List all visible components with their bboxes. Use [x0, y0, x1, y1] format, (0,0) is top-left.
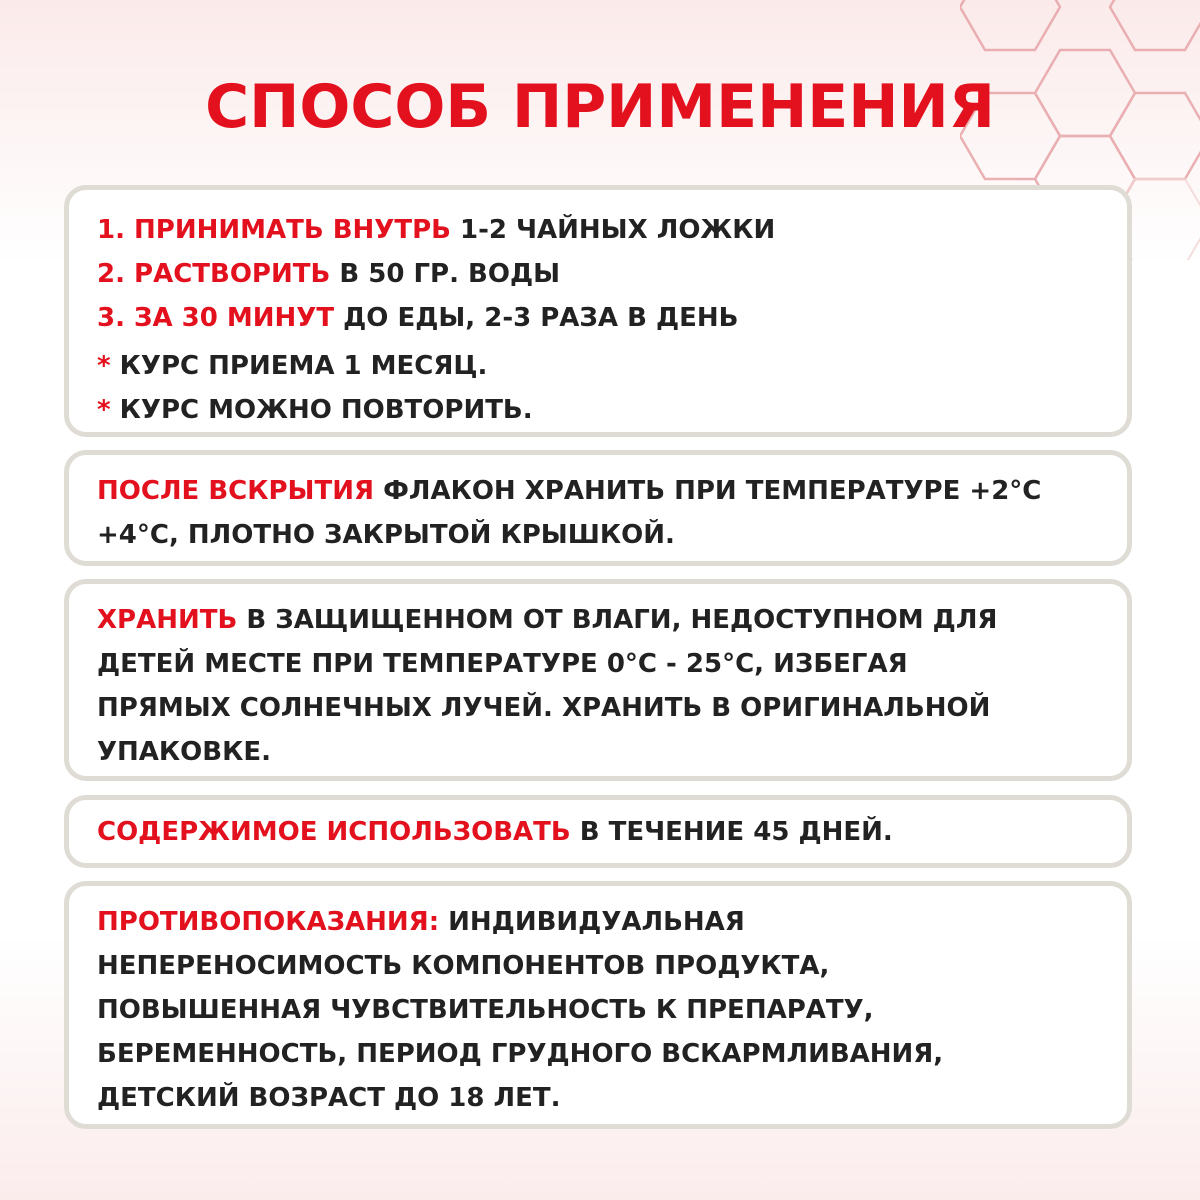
contraindications-card — [64, 881, 1132, 1129]
note-1-asterisk: * — [97, 351, 111, 381]
after-opening-line-1 — [97, 469, 1099, 513]
after-opening-card — [64, 450, 1132, 566]
step-2-text: В 50 ГР. ВОДЫ — [330, 259, 561, 289]
storage-highlight: ХРАНИТЬ — [97, 605, 238, 635]
step-1-highlight: 1. ПРИНИМАТЬ ВНУТРЬ — [97, 215, 451, 245]
usage-period-line — [97, 810, 1099, 854]
usage-period-highlight: СОДЕРЖИМОЕ ИСПОЛЬЗОВАТЬ — [97, 817, 571, 847]
dosage-step-1 — [97, 208, 1099, 252]
step-1-text: 1-2 ЧАЙНЫХ ЛОЖКИ — [450, 215, 776, 245]
contraindications-line-3: ПОВЫШЕННАЯ ЧУВСТВИТЕЛЬНОСТЬ К ПРЕПАРАТУ, — [97, 995, 874, 1025]
storage-line-3: ПРЯМЫХ СОЛНЕЧНЫХ ЛУЧЕЙ. ХРАНИТЬ В ОРИГИНАЛЬНОЙ — [97, 693, 991, 723]
after-opening-highlight: ПОСЛЕ ВСКРЫТИЯ — [97, 476, 375, 506]
storage-text: В ЗАЩИЩЕННОМ ОТ ВЛАГИ, НЕДОСТУПНОМ ДЛЯ — [237, 605, 998, 635]
after-opening-text: ФЛАКОН ХРАНИТЬ ПРИ ТЕМПЕРАТУРЕ +2°С — [374, 476, 1042, 506]
dosage-card — [64, 185, 1132, 437]
after-opening-line-2: +4°С, ПЛОТНО ЗАКРЫТОЙ КРЫШКОЙ. — [97, 520, 675, 550]
contraindications-line-4: БЕРЕМЕННОСТЬ, ПЕРИОД ГРУДНОГО ВСКАРМЛИВАНИЯ, — [97, 1039, 944, 1069]
storage-line-4: УПАКОВКЕ. — [97, 737, 271, 767]
note-2-asterisk: * — [97, 395, 111, 425]
storage-line-2: ДЕТЕЙ МЕСТЕ ПРИ ТЕМПЕРАТУРЕ 0°С - 25°С, ИЗБЕГАЯ — [97, 649, 908, 679]
usage-period-text: В ТЕЧЕНИЕ 45 ДНЕЙ. — [570, 817, 893, 847]
note-2-text: КУРС МОЖНО ПОВТОРИТЬ. — [110, 395, 533, 425]
usage-period-card — [64, 795, 1132, 868]
dosage-note-1 — [97, 344, 1099, 388]
note-1-text: КУРС ПРИЕМА 1 МЕСЯЦ. — [110, 351, 488, 381]
step-3-text: ДО ЕДЫ, 2-3 РАЗА В ДЕНЬ — [334, 303, 739, 333]
contraindications-line-5: ДЕТСКИЙ ВОЗРАСТ ДО 18 ЛЕТ. — [97, 1083, 561, 1113]
step-2-highlight: 2. РАСТВОРИТЬ — [97, 259, 331, 289]
dosage-step-2 — [97, 252, 1099, 296]
contraindications-highlight: ПРОТИВОПОКАЗАНИЯ: — [97, 907, 440, 937]
page-title: СПОСОБ ПРИМЕНЕНИЯ — [205, 72, 995, 142]
contraindications-line-2: НЕПЕРЕНОСИМОСТЬ КОМПОНЕНТОВ ПРОДУКТА, — [97, 951, 830, 981]
contraindications-line-1 — [97, 900, 1099, 944]
storage-line-1 — [97, 598, 1099, 642]
contraindications-text: ИНДИВИДУАЛЬНАЯ — [439, 907, 745, 937]
dosage-step-3 — [97, 296, 1099, 340]
dosage-note-2 — [97, 388, 1099, 432]
storage-card — [64, 579, 1132, 781]
step-3-highlight: 3. ЗА 30 МИНУТ — [97, 303, 335, 333]
